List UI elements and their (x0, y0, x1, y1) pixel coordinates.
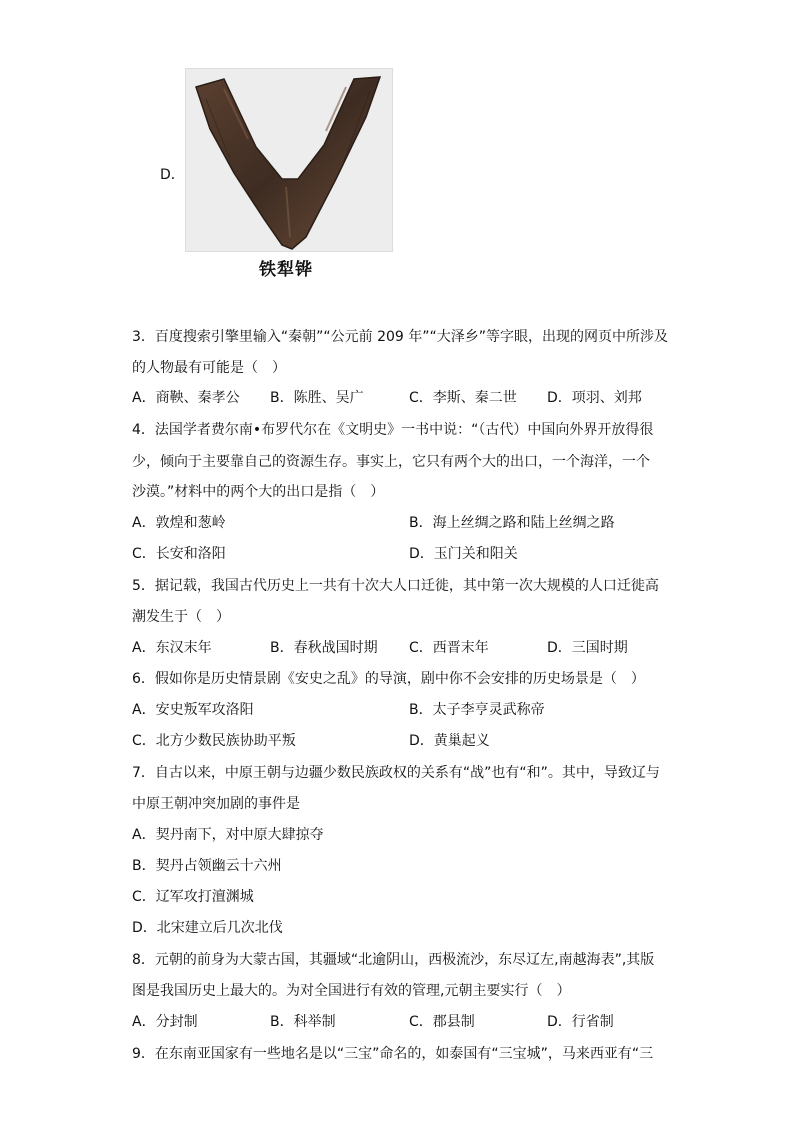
question-8-option-c: C．郡县制 (409, 1014, 475, 1030)
question-3-option-b: B．陈胜、吴广 (270, 390, 364, 406)
question-6-option-a: A．安史叛军攻洛阳 (132, 702, 254, 718)
question-7-option-b: B．契丹占领幽云十六州 (132, 858, 282, 874)
question-5-text-line-1: 5．据记载，我国古代历史上一共有十次大人口迁徙，其中第一次大规模的人口迁徙高 (132, 578, 659, 594)
question-6-option-b: B．太子李亨灵武称帝 (409, 702, 545, 718)
question-7-text-line-2: 中原王朝冲突加剧的事件是 (132, 796, 300, 812)
question-3-option-c: C．李斯、秦二世 (409, 390, 517, 406)
question-3-text-line-1: 3．百度搜索引擎里输入“秦朝”“公元前 209 年”“大泽乡”等字眼，出现的网页中所涉及 (132, 329, 669, 345)
question-7-text-line-1: 7．自古以来，中原王朝与边疆少数民族政权的关系有“战”也有“和”。其中，导致辽与 (132, 765, 660, 781)
question-7-option-c: C．辽军攻打澶渊城 (132, 889, 254, 905)
question-4-text-line-3: 沙漠。”材料中的两个大的出口是指（ ） (132, 484, 385, 500)
question-4-text-line-2: 少，倾向于主要靠自己的资源生存。事实上，它只有两个大的出口，一个海洋，一个 (132, 454, 650, 470)
question-6-option-c: C．北方少数民族协助平叛 (132, 733, 296, 749)
question-7-option-a: A．契丹南下，对中原大肆掠夺 (132, 827, 324, 843)
question-5-option-c: C．西晋末年 (409, 640, 489, 656)
question-6-text-line-1: 6．假如你是历史情景剧《安史之乱》的导演，剧中你不会安排的历史场景是（ ） (132, 671, 645, 687)
question-8-option-a: A．分封制 (132, 1014, 198, 1030)
question-4-option-b: B．海上丝绸之路和陆上丝绸之路 (409, 515, 615, 531)
option-d-label: D． (160, 167, 185, 183)
question-8-option-d: D．行省制 (547, 1014, 614, 1030)
question-4-text-line-1: 4．法国学者费尔南•布罗代尔在《文明史》一书中说：“（古代）中国向外界开放得很 (132, 422, 654, 438)
question-5-text-line-2: 潮发生于（ ） (132, 609, 230, 625)
question-8-text-line-1: 8．元朝的前身为大蒙古国，其疆域“北逾阴山，西极流沙，东尽辽左,南越海表”,其版 (132, 952, 655, 968)
question-4-option-a: A．敦煌和葱岭 (132, 515, 226, 531)
question-8-option-b: B．科举制 (270, 1014, 336, 1030)
question-6-option-d: D．黄巢起义 (409, 733, 490, 749)
question-8-text-line-2: 图是我国历史上最大的。为对全国进行有效的管理,元朝主要实行（ ） (132, 983, 571, 999)
iron-plowshare-photo (185, 68, 393, 252)
question-7-option-d: D．北宋建立后几次北伐 (132, 920, 283, 936)
question-4-option-c: C．长安和洛阳 (132, 546, 226, 562)
question-3-option-d: D．项羽、刘邦 (547, 390, 642, 406)
question-4-option-d: D．玉门关和阳关 (409, 546, 518, 562)
photo-caption: 铁犁铧 (259, 260, 313, 280)
question-5-option-d: D．三国时期 (547, 640, 628, 656)
question-5-option-b: B．春秋战国时期 (270, 640, 378, 656)
question-9-text-line-1: 9．在东南亚国家有一些地名是以“三宝”命名的，如泰国有“三宝城”，马来西亚有“三 (132, 1046, 654, 1062)
question-3-text-line-2: 的人物最有可能是（ ） (132, 360, 286, 376)
question-3-option-a: A．商鞅、秦孝公 (132, 390, 240, 406)
plowshare-image (186, 69, 392, 251)
question-5-option-a: A．东汉末年 (132, 640, 212, 656)
